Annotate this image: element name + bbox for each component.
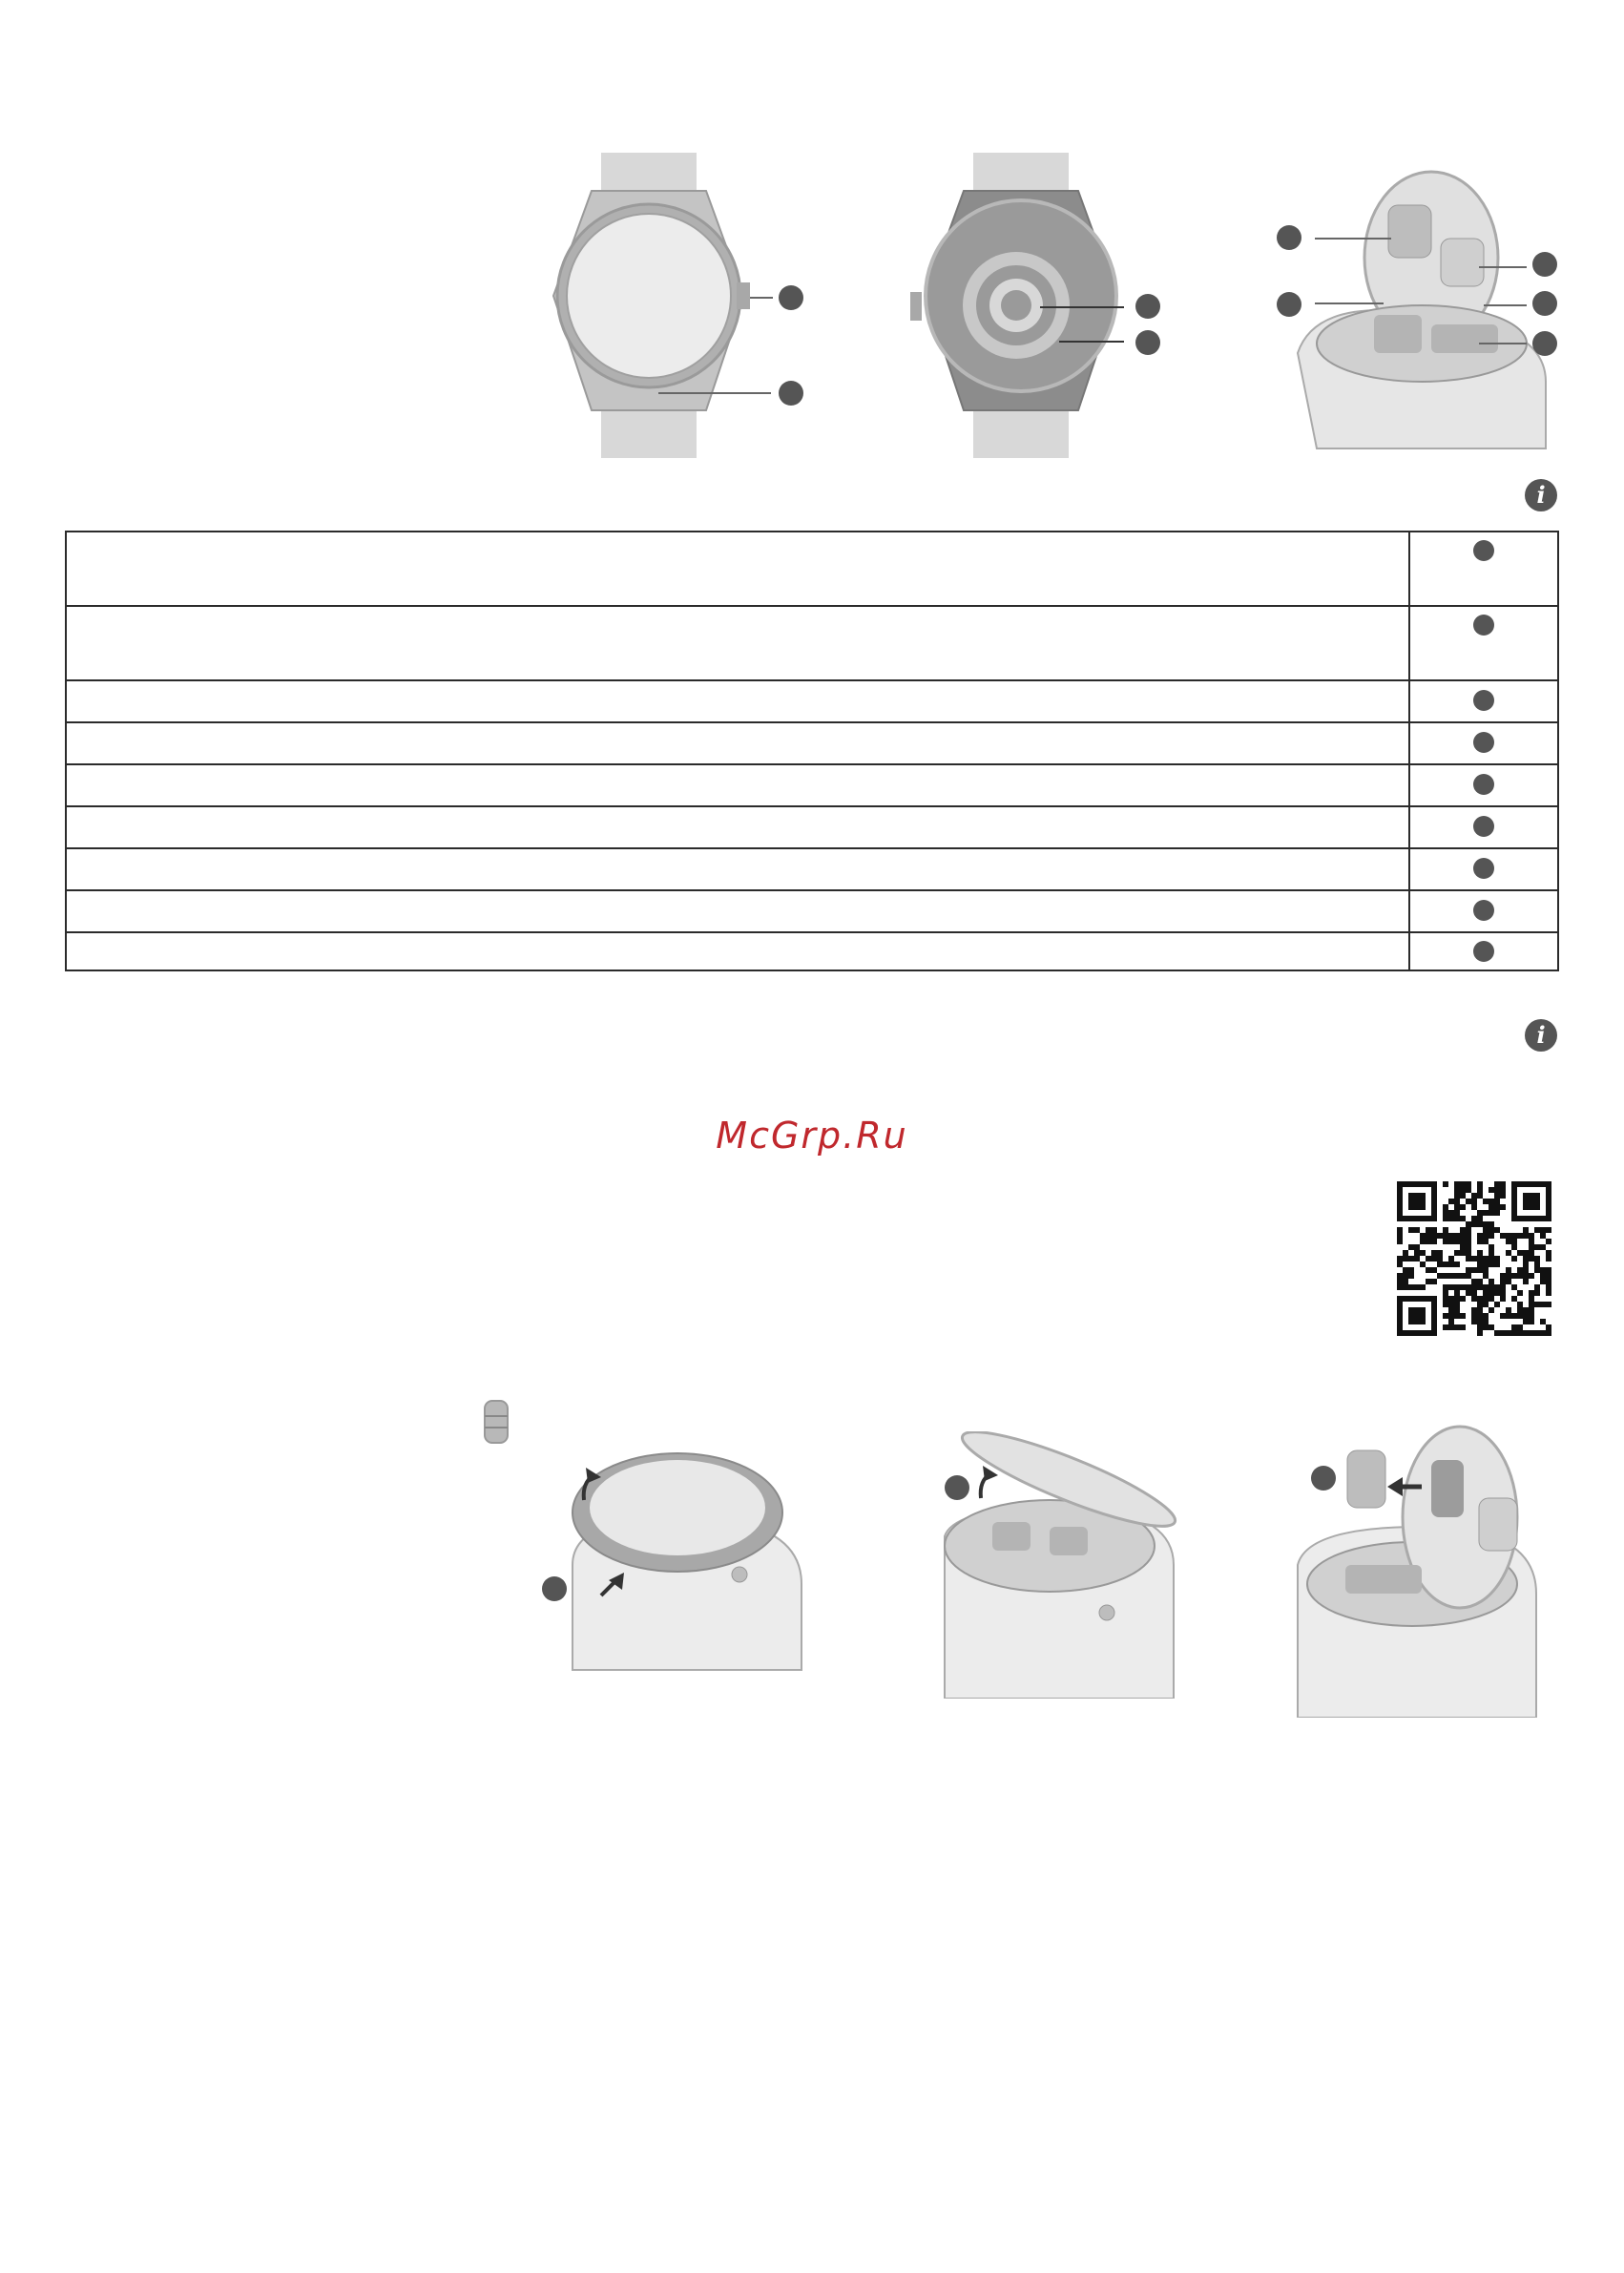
- callout-marker: [945, 1475, 969, 1500]
- row-marker-dot: [1473, 732, 1494, 753]
- callout-marker: [1135, 330, 1160, 355]
- table-cell-marker: [1408, 891, 1557, 931]
- watch-back-illustration: [906, 153, 1212, 458]
- step2-lid-open-illustration: [935, 1431, 1183, 1699]
- table-row: [67, 891, 1557, 933]
- row-marker-dot: [1473, 816, 1494, 837]
- row-marker-dot: [1473, 690, 1494, 711]
- table-cell-marker: [1408, 723, 1557, 763]
- table-row: [67, 532, 1557, 607]
- table-cell-marker: [1408, 765, 1557, 805]
- table-row: [67, 723, 1557, 765]
- parts-table: [65, 531, 1559, 971]
- callout-marker: [1277, 292, 1301, 317]
- table-cell-marker: [1408, 933, 1557, 971]
- callout-marker: [1135, 294, 1160, 319]
- row-marker-dot: [1473, 540, 1494, 561]
- table-cell-marker: [1408, 607, 1557, 679]
- table-cell-marker: [1408, 681, 1557, 721]
- row-marker-dot: [1473, 615, 1494, 636]
- earbud-small-icon: [483, 1399, 510, 1445]
- table-row: [67, 807, 1557, 849]
- callout-marker: [779, 381, 803, 406]
- table-row: [67, 933, 1557, 971]
- callout-marker: [1277, 225, 1301, 250]
- row-marker-dot: [1473, 941, 1494, 962]
- step1-open-lid-illustration: [534, 1441, 821, 1679]
- table-row: [67, 765, 1557, 807]
- table-row: [67, 849, 1557, 891]
- callout-marker: [1532, 252, 1557, 277]
- table-cell-marker: [1408, 532, 1557, 605]
- callout-marker: [542, 1576, 567, 1601]
- callout-marker: [1532, 331, 1557, 356]
- info-icon: i: [1525, 479, 1557, 511]
- row-marker-dot: [1473, 900, 1494, 921]
- qr-code-icon: [1397, 1181, 1551, 1336]
- table-cell-marker: [1408, 807, 1557, 847]
- table-cell-marker: [1408, 849, 1557, 889]
- callout-marker: [779, 285, 803, 310]
- row-marker-dot: [1473, 774, 1494, 795]
- watermark-text: McGrp.Ru: [716, 1115, 908, 1157]
- row-marker-dot: [1473, 858, 1494, 879]
- watch-front-illustration: [544, 153, 849, 458]
- watch-open-earbuds-illustration: [1279, 162, 1565, 468]
- table-row: [67, 681, 1557, 723]
- callout-marker: [1311, 1466, 1336, 1491]
- info-icon: i: [1525, 1019, 1557, 1052]
- callout-marker: [1532, 291, 1557, 316]
- table-row: [67, 607, 1557, 681]
